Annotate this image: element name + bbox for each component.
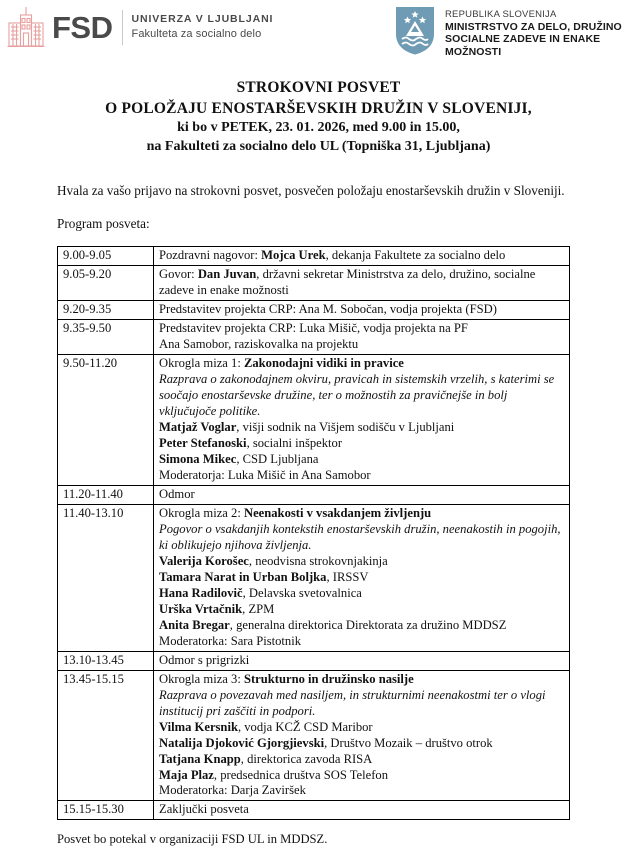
table-row [58, 246, 570, 265]
gov-ministry-line-2: SOCIALNE ZADEVE IN ENAKE MOŽNOSTI [445, 33, 601, 59]
speaker-name: Tatjana Knapp [159, 751, 241, 766]
agenda-text: Predstavitev projekta CRP: Luka Mišič, vodja projekta na PF [159, 320, 468, 335]
speaker-name: Hana Radilovič [159, 585, 243, 600]
agenda-description-cell [154, 670, 570, 801]
agenda-text: , CSD Ljubljana [236, 451, 319, 466]
agenda-time-cell: 9.20-9.35 [58, 300, 154, 319]
speaker-name: Anita Bregar [159, 617, 230, 632]
agenda-text: , socialni inšpektor [246, 435, 343, 450]
agenda-text: , direktorica zavoda RISA [240, 751, 373, 766]
agenda-text: Okrogla miza 2: [159, 505, 244, 520]
agenda-text: , Društvo Mozaik – društvo otrok [324, 735, 493, 750]
table-row [58, 504, 570, 651]
agenda-text: Okrogla miza 1: [159, 355, 244, 370]
building-icon [6, 6, 46, 48]
program-label: Program posveta: [57, 215, 150, 231]
agenda-text: Moderatorka: Sara Pistotnik [159, 633, 302, 648]
agenda-text: , dekanja Fakultete za socialno delo [325, 247, 506, 262]
intro-paragraph: Hvala za vašo prijavo na strokovni posvet, posvečen položaju enostarševskih družin v Sloveniji. [57, 183, 565, 199]
agenda-description-cell [154, 485, 570, 504]
agenda-text: , višji sodnik na Višjem sodišču v Ljubljani [236, 419, 455, 434]
agenda-text: , državni sekretar Ministrstva za delo, družino, socialne zadeve in enake možnosti [159, 266, 536, 297]
agenda-line [159, 420, 565, 436]
agenda-text: , generalna direktorica Direktorata za družino MDDSZ [229, 617, 507, 632]
slovenia-coat-of-arms-icon [393, 4, 437, 56]
speaker-name: Valerija Korošec [159, 553, 249, 568]
agenda-time-cell: 9.50-11.20 [58, 354, 154, 485]
speaker-name: Maja Plaz [159, 767, 214, 782]
session-description: Razprava o povezavah med nasiljem, in strukturnimi neenakostmi ter o vlogi institucij pri zaščiti in podpori. [159, 687, 546, 718]
agenda-line [159, 522, 565, 554]
agenda-time-cell: 9.05-9.20 [58, 265, 154, 300]
agenda-line [159, 436, 565, 452]
speaker-name: Vilma Kersnik [159, 719, 238, 734]
title-line-1: STROKOVNI POSVET [236, 79, 401, 96]
agenda-line [159, 688, 565, 720]
agenda-description-cell [154, 319, 570, 354]
agenda-text: Zaključki posveta [159, 802, 249, 817]
agenda-text: , Delavska svetovalnica [242, 585, 362, 600]
fsd-university-line: UNIVERZA V LJUBLJANI [131, 13, 274, 26]
agenda-line [159, 752, 565, 768]
agenda-line [159, 356, 565, 372]
agenda-text: Ana Samobor, raziskovalka na projektu [159, 336, 359, 351]
table-row [58, 801, 570, 820]
agenda-time-cell: 13.10-13.45 [58, 651, 154, 670]
agenda-time-cell: 15.15-15.30 [58, 801, 154, 820]
agenda-line [159, 783, 565, 799]
agenda-text: , ZPM [242, 601, 275, 616]
fsd-logo [6, 6, 273, 48]
page-title [0, 78, 637, 156]
agenda-line [159, 248, 565, 264]
agenda-line [159, 586, 565, 602]
agenda-line [159, 618, 565, 634]
agenda-line [159, 506, 565, 522]
title-line-3: ki bo v PETEK, 23. 01. 2026, med 9.00 in 15.00, [177, 120, 460, 136]
agenda-description-cell [154, 300, 570, 319]
speaker-name: Peter Stefanoski [159, 435, 247, 450]
government-logo [393, 4, 637, 59]
agenda-time-cell: 13.45-15.15 [58, 670, 154, 801]
agenda-description-cell [154, 354, 570, 485]
table-row [58, 485, 570, 504]
agenda-description-cell [154, 265, 570, 300]
table-row [58, 354, 570, 485]
agenda-text: , predsednica društva SOS Telefon [213, 767, 389, 782]
fsd-logo-text [132, 13, 274, 41]
logo-divider [122, 10, 123, 45]
agenda-line [159, 468, 565, 484]
table-row [58, 651, 570, 670]
speaker-name: Tamara Narat in Urban Boljka [159, 569, 327, 584]
title-line-4: na Fakulteti za socialno delo UL (Topniška 31, Ljubljana) [146, 138, 491, 154]
agenda-line [159, 321, 565, 337]
title-line-2: O POLOŽAJU ENOSTARŠEVSKIH DRUŽIN V SLOVENIJI, [105, 99, 532, 117]
session-description: Razprava o zakonodajnem okviru, pravicah in sistemskih vrzelih, s katerimi se soočajo enostarševske družine, ter o možnostih za pravičnejše in bolj vključujoče politike. [159, 371, 555, 418]
agenda-description-cell [154, 651, 570, 670]
agenda-text: Pozdravni nagovor: [159, 247, 262, 262]
speaker-name: Zakonodajni vidiki in pravice [243, 355, 404, 370]
speaker-name: Dan Juvan [197, 266, 257, 281]
speaker-name: Simona Mikec [159, 451, 237, 466]
agenda-line [159, 267, 565, 299]
agenda-text: Predstavitev projekta CRP: Ana M. Sobočan, vodja projekta (FSD) [159, 301, 497, 316]
table-row [58, 265, 570, 300]
agenda-line [159, 452, 565, 468]
agenda-text: , IRSSV [326, 569, 369, 584]
agenda-line [159, 337, 565, 353]
speaker-name: Mojca Urek [261, 247, 326, 262]
agenda-description-cell [154, 246, 570, 265]
agenda-description-cell [154, 504, 570, 651]
agenda-line [159, 768, 565, 784]
speaker-name: Neenakosti v vsakdanjem življenju [243, 505, 432, 520]
gov-republic-line: REPUBLIKA SLOVENIJA [445, 9, 557, 20]
agenda-text: , vodja KCŽ CSD Maribor [237, 719, 373, 734]
agenda-text: Govor: [159, 266, 198, 281]
agenda-line [159, 672, 565, 688]
agenda-line [159, 653, 565, 669]
agenda-time-cell: 9.35-9.50 [58, 319, 154, 354]
fsd-acronym: FSD [52, 9, 113, 45]
document-body [0, 182, 637, 847]
agenda-line [159, 736, 565, 752]
agenda-text: Odmor s prigrizki [159, 652, 250, 667]
agenda-text: Moderatorka: Darja Zaviršek [159, 783, 306, 798]
document-header [0, 0, 637, 66]
speaker-name: Urška Vrtačnik [159, 601, 243, 616]
agenda-text: Moderatorja: Luka Mišič in Ana Samobor [159, 467, 371, 482]
agenda-time-cell: 11.20-11.40 [58, 485, 154, 504]
agenda-text: , neodvisna strokovnjakinja [248, 553, 388, 568]
agenda-line [159, 554, 565, 570]
agenda-line [159, 720, 565, 736]
agenda-line [159, 302, 565, 318]
table-row [58, 319, 570, 354]
agenda-line [159, 487, 565, 503]
fsd-faculty-line: Fakulteta za socialno delo [131, 27, 262, 40]
table-row [58, 670, 570, 801]
agenda-line [159, 372, 565, 420]
agenda-line [159, 570, 565, 586]
agenda-line [159, 634, 565, 650]
agenda-line [159, 602, 565, 618]
agenda-line [159, 802, 565, 818]
speaker-name: Natalija Djoković Gjorgjievski [159, 735, 325, 750]
agenda-table [57, 246, 570, 820]
agenda-description-cell [154, 801, 570, 820]
speaker-name: Strukturno in družinsko nasilje [243, 671, 414, 686]
session-description: Pogovor o vsakdanjih kontekstih enostarševskih družin, neenakostih in pogojih, ki oblikujejo njihova življenja. [159, 521, 561, 552]
agenda-time-cell: 9.00-9.05 [58, 246, 154, 265]
table-row [58, 300, 570, 319]
agenda-time-cell: 11.40-13.10 [58, 504, 154, 651]
agenda-text: Odmor [159, 486, 195, 501]
government-logo-text [445, 9, 637, 59]
footer-note: Posvet bo potekal v organizaciji FSD UL in MDDSZ. [57, 832, 328, 847]
speaker-name: Matjaž Voglar [159, 419, 237, 434]
gov-ministry-line-1: MINISTRSTVO ZA DELO, DRUŽINO [445, 20, 622, 33]
agenda-text: Okrogla miza 3: [159, 671, 244, 686]
